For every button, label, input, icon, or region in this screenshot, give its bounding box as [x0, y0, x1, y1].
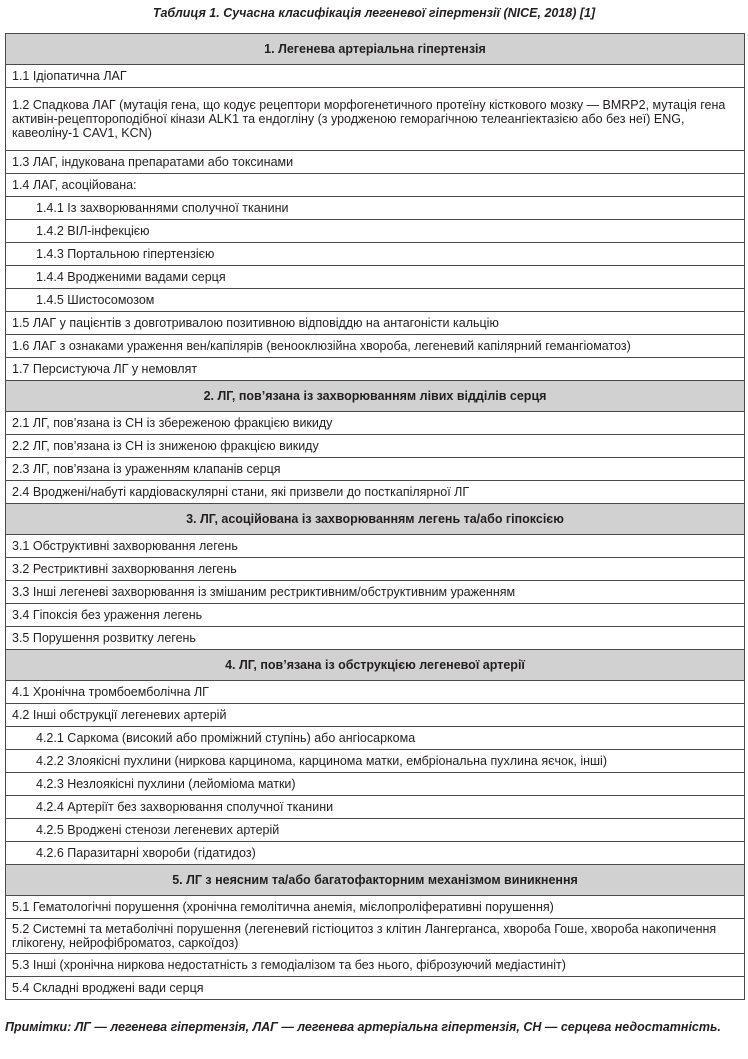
table-row: [6, 435, 745, 458]
table-subrow: [6, 773, 745, 796]
row-text: 1.3 ЛАГ, індукована препаратами або токсинами: [6, 151, 745, 174]
table-row: [6, 412, 745, 435]
classification-table: [5, 33, 745, 1000]
table-subrow: [6, 243, 745, 266]
row-text: 3.1 Обструктивні захворювання легень: [6, 535, 745, 558]
table-caption: Таблиця 1. Сучасна класифікація легеневої гіпертензії (NICE, 2018) [1]: [152, 6, 596, 20]
row-text: 2.2 ЛГ, пов’язана із СН із зниженою фракцією викиду: [6, 435, 745, 458]
row-text: 4.2.3 Незлоякісні пухлини (лейоміома матки): [6, 773, 745, 796]
row-text: 4.2.4 Артеріїт без захворювання сполучної тканини: [6, 796, 745, 819]
row-text: 1.1 Ідіопатична ЛАГ: [6, 65, 745, 88]
row-text: 1.5 ЛАГ у пацієнтів з довготривалою позитивною відповіддю на антагоністи кальцію: [6, 312, 745, 335]
row-text: 1.6 ЛАГ з ознаками ураження вен/капілярів (венооклюзійна хвороба, легеневий капілярний гемангіоматоз): [6, 335, 745, 358]
table-subrow: [6, 289, 745, 312]
table-row: [6, 335, 745, 358]
row-text: 3.2 Рестриктивні захворювання легень: [6, 558, 745, 581]
table-row: [6, 919, 745, 954]
row-text: 5.1 Гематологічні порушення (хронічна гемолітична анемія, мієлопроліферативні порушення): [6, 896, 745, 919]
row-text: 4.2.2 Злоякісні пухлини (ниркова карцинома, карцинома матки, ембріональна пухлина яєчок, інші): [6, 750, 745, 773]
row-text: 4.1 Хронічна тромбоемболічна ЛГ: [6, 681, 745, 704]
row-text: 1.4.1 Із захворюваннями сполучної тканини: [6, 197, 745, 220]
table-subrow: [6, 727, 745, 750]
table-subrow: [6, 266, 745, 289]
section-title: 5. ЛГ з неясним та/або багатофакторним механізмом виникнення: [6, 865, 745, 896]
row-text: 3.4 Гіпоксія без ураження легень: [6, 604, 745, 627]
table-subrow: [6, 842, 745, 865]
row-text: 2.3 ЛГ, пов’язана із ураженням клапанів серця: [6, 458, 745, 481]
section-header: [6, 504, 745, 535]
row-text: 4.2.5 Вроджені стенози легеневих артерій: [6, 819, 745, 842]
row-text: 2.4 Вроджені/набуті кардіоваскулярні стани, які призвели до посткапілярної ЛГ: [6, 481, 745, 504]
section-header: [6, 865, 745, 896]
table-subrow: [6, 750, 745, 773]
row-text: 3.5 Порушення розвитку легень: [6, 627, 745, 650]
section-header: [6, 34, 745, 65]
table-row: [6, 358, 745, 381]
row-text: 4.2.1 Саркома (високий або проміжний ступінь) або ангіосаркома: [6, 727, 745, 750]
table-row: [6, 954, 745, 977]
table-row: [6, 65, 745, 88]
table-subrow: [6, 197, 745, 220]
table-row: [6, 174, 745, 197]
row-text: 4.2.6 Паразитарні хвороби (гідатидоз): [6, 842, 745, 865]
table-row: [6, 681, 745, 704]
row-text: 1.4.3 Портальною гіпертензією: [6, 243, 745, 266]
section-header: [6, 650, 745, 681]
section-header: [6, 381, 745, 412]
table-row: [6, 896, 745, 919]
table-row: [6, 558, 745, 581]
table-row: [6, 481, 745, 504]
row-text: 5.4 Складні вроджені вади серця: [6, 977, 745, 1000]
table-row: [6, 151, 745, 174]
table-subrow: [6, 796, 745, 819]
table-subrow: [6, 220, 745, 243]
table-subrow: [6, 819, 745, 842]
row-text: 3.3 Інші легеневі захворювання із змішаним рестриктивним/обструктивним ураженням: [6, 581, 745, 604]
table-row: [6, 88, 745, 151]
row-text: 4.2 Інші обструкції легеневих артерій: [6, 704, 745, 727]
row-text: 1.4.4 Вродженими вадами серця: [6, 266, 745, 289]
row-text: 5.2 Системні та метаболічні порушення (легеневий гістіоцитоз з клітин Лангерганса, хвороба Гоше, хвороба накопичення глікогену, нейрофіброматоз, саркоїдоз): [6, 919, 745, 954]
table-row: [6, 604, 745, 627]
section-title: 4. ЛГ, пов’язана із обструкцією легеневої артерії: [6, 650, 745, 681]
section-title: 1. Легенева артеріальна гіпертензія: [6, 34, 745, 65]
table-row: [6, 458, 745, 481]
table-notes: Примітки: ЛГ — легенева гіпертензія, ЛАГ — легенева артеріальна гіпертензія, СН — серцева недостатність.: [5, 1020, 721, 1034]
table-row: [6, 535, 745, 558]
row-text: 1.4.5 Шистосомозом: [6, 289, 745, 312]
row-text: 1.4 ЛАГ, асоційована:: [6, 174, 745, 197]
row-text: 1.7 Персистуюча ЛГ у немовлят: [6, 358, 745, 381]
table-row: [6, 581, 745, 604]
row-text: 2.1 ЛГ, пов’язана із СН із збереженою фракцією викиду: [6, 412, 745, 435]
section-title: 2. ЛГ, пов’язана із захворюванням лівих відділів серця: [6, 381, 745, 412]
row-text: 1.2 Спадкова ЛАГ (мутація гена, що кодує рецептори морфогенетичного протеїну кісткового мозку — BMRP2, мутація гена активін-рецептороподібної кінази ALK1 та ендогліну (з уродженою геморагічною телеангіектазією або без неї) ENG, кавеоліну-1 CAV1, KCN): [6, 88, 745, 151]
row-text: 5.3 Інші (хронічна ниркова недостатність з гемодіалізом та без нього, фіброзуючий медіастиніт): [6, 954, 745, 977]
table-row: [6, 977, 745, 1000]
row-text: 1.4.2 ВІЛ-інфекцією: [6, 220, 745, 243]
section-title: 3. ЛГ, асоційована із захворюванням легень та/або гіпоксією: [6, 504, 745, 535]
table-row: [6, 312, 745, 335]
table-row: [6, 627, 745, 650]
table-row: [6, 704, 745, 727]
